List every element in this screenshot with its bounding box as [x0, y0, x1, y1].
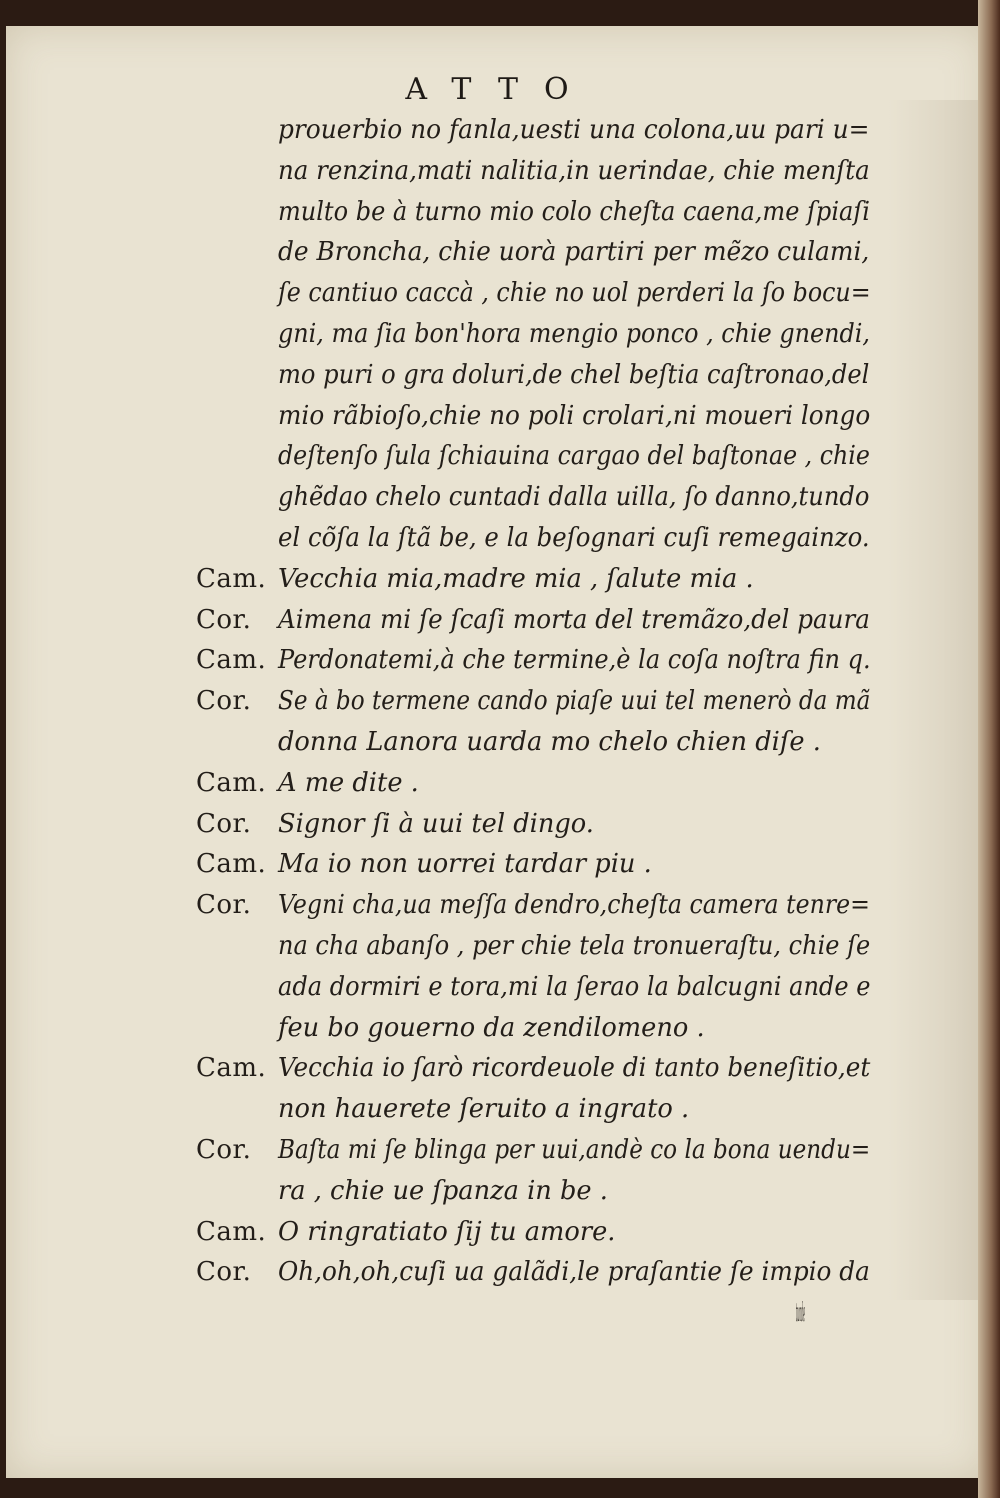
line-text: O ringratiato ſij tu amore. — [278, 1216, 616, 1247]
speaker-label: Cam. — [196, 563, 267, 594]
line-text: Signor ſi à uui tel dingo. — [278, 808, 594, 839]
running-header: ATTO — [405, 72, 595, 107]
line-text: Aimena mi ſe ſcaſi morta del tremãzo,del paura — [278, 604, 870, 635]
line-text: gni, ma ſia bon'hora mengio ponco , chie gnendi, — [278, 318, 870, 349]
line-text: A me dite . — [278, 767, 419, 798]
text-line — [0, 273, 1000, 314]
line-text: prouerbio no fanla,uesti una colona,uu pari u= — [278, 115, 870, 145]
catchword: tunde — [796, 1298, 805, 1329]
line-text: donna Lanora uarda mo chelo chien diſe . — [278, 726, 821, 757]
line-text: Baſta mi ſe blinga per uui,andè co la bona uendu= — [278, 1134, 871, 1165]
text-line — [0, 192, 1000, 233]
line-text: Perdonatemi,à che termine,è la coſa noſtra fin q. — [278, 645, 871, 676]
text-line — [0, 722, 1000, 763]
line-text: multo be à turno mio colo cheſta caena,me ſpiaſi — [278, 196, 870, 227]
speaker-label: Cor. — [196, 1134, 252, 1165]
text-line — [0, 559, 1000, 600]
text-line — [0, 436, 1000, 477]
speaker-label: Cam. — [196, 849, 267, 880]
line-text: na renzina,mati nalitia,in uerindae, chie menſta — [278, 155, 870, 186]
text-line — [0, 926, 1000, 967]
line-text: Oh,oh,oh,cuſi ua galãdi,le praſantie ſe impio da — [278, 1257, 870, 1288]
text-line — [0, 1212, 1000, 1253]
line-text: deſtenſo ſula ſchiauina cargao del baſtonae , chie — [278, 441, 870, 472]
line-text: Se à bo termene cando piaſe uui tel menerò da mã — [278, 686, 871, 717]
text-line — [0, 314, 1000, 355]
text-line — [0, 804, 1000, 845]
text-line — [0, 477, 1000, 518]
text-line — [0, 1252, 1000, 1293]
text-line — [0, 1089, 1000, 1130]
line-text: non hauerete ſeruito a ingrato . — [278, 1094, 690, 1125]
line-text: Vecchia mia,madre mia , ſalute mia . — [278, 563, 754, 594]
line-text: el cõſa la ſtã be, e la beſognari cuſi remegainzo. — [278, 522, 870, 553]
text-line — [0, 681, 1000, 722]
catchword-line — [0, 1293, 1000, 1334]
line-text: feu bo gouerno da zendilomeno . — [278, 1012, 705, 1043]
line-text: mio rãbioſo,chie no poli crolari,ni moueri longo — [278, 400, 871, 431]
text-line — [0, 396, 1000, 437]
speaker-label: Cam. — [196, 767, 267, 798]
line-text: ſe cantiuo caccà , chie no uol perderi la ſo bocu= — [278, 278, 871, 309]
line-text: ghẽdao chelo cuntadi dalla uilla, ſo danno,tundo — [278, 482, 870, 513]
line-text: mo puri o gra doluri,de chel beſtia caſtronao,del — [278, 359, 870, 390]
speaker-label: Cam. — [196, 1053, 267, 1084]
line-text: Ma io non uorrei tardar piu . — [278, 849, 652, 880]
page-text — [0, 110, 1000, 1334]
speaker-label: Cam. — [196, 1216, 267, 1247]
line-text: ada dormiri e tora,mi la ſerao la balcugni ande e — [278, 971, 871, 1002]
speaker-label: Cor. — [196, 808, 252, 839]
speaker-label: Cor. — [196, 686, 252, 717]
line-text: de Broncha, chie uorà partiri per mẽzo culami, — [278, 237, 870, 268]
text-line — [0, 885, 1000, 926]
speaker-label: Cor. — [196, 604, 252, 635]
text-line — [0, 518, 1000, 559]
text-line — [0, 600, 1000, 641]
text-line — [0, 967, 1000, 1008]
text-line — [0, 763, 1000, 804]
speaker-label: Cor. — [196, 890, 252, 921]
text-line — [0, 844, 1000, 885]
text-line — [0, 355, 1000, 396]
text-line — [0, 151, 1000, 192]
line-text: na cha abanſo , per chie tela tronueraſtu, chie ſe — [278, 930, 871, 961]
line-text: ra , chie ue ſpanza in be . — [278, 1175, 608, 1206]
text-line — [0, 1048, 1000, 1089]
text-line — [0, 232, 1000, 273]
speaker-label: Cam. — [196, 645, 267, 676]
line-text: Vegni cha,ua meſſa dendro,cheſta camera tenre= — [278, 890, 870, 921]
text-line — [0, 1171, 1000, 1212]
text-line — [0, 110, 1000, 151]
line-text: Vecchia io ſarò ricordeuole di tanto beneſitio,et — [278, 1053, 871, 1084]
text-line — [0, 1130, 1000, 1171]
text-line — [0, 640, 1000, 681]
text-line — [0, 1008, 1000, 1049]
speaker-label: Cor. — [196, 1257, 252, 1288]
